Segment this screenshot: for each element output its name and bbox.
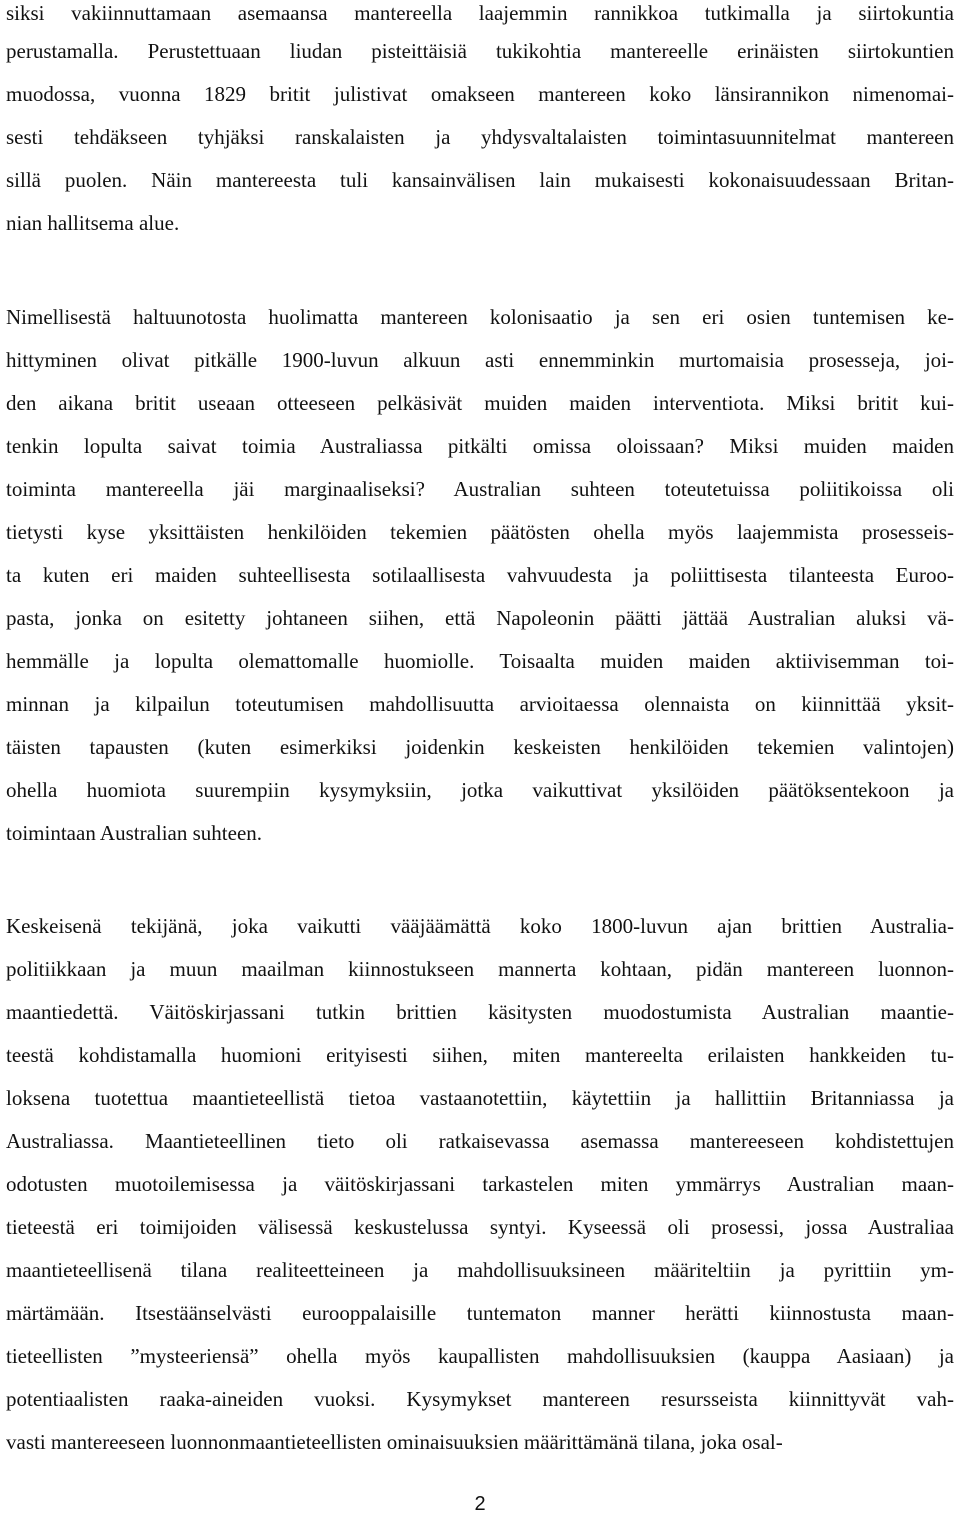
text-line: siksi vakiinnuttamaan asemaansa mantereella laajemmin rannikkoa tutkimalla ja siirtokuntia [6,1,954,25]
text-line: Australiassa. Maantieteellinen tieto oli ratkaisevassa asemassa mantereeseen kohdistettujen [6,1129,954,1153]
text-line: täisten tapausten (kuten esimerkiksi joidenkin keskeisten henkilöiden tekemien valintojen) [6,735,954,759]
paragraph-key-factor-geography [0,905,960,1464]
text-line: minnan ja kilpailun toteutumisen mahdollisuutta arvioitaessa olennaista on kiinnittää yksit- [6,692,954,716]
text-line: politiikkaan ja muun maailman kiinnostukseen mannerta kohtaan, pidän mantereen luonnon- [6,957,954,981]
text-line: sesti tehdäkseen tyhjäksi ranskalaisten ja yhdysvaltalaisten toimintasuunnitelmat mantereen [6,125,954,149]
paragraph-colonization-summary [0,0,960,245]
text-line: vasti mantereeseen luonnonmaantieteellisten ominaisuuksien määrittämänä tilana, joka osal- [6,1430,783,1454]
text-line: pasta, jonka on esitetty johtaneen siihen, että Napoleonin päätti jättää Australian aluksi vä- [6,606,954,630]
text-line: loksena tuotettua maantieteellistä tietoa vastaanotettiin, käytettiin ja hallittiin Britanniassa ja [6,1086,954,1110]
text-line: nian hallitsema alue. [6,211,180,235]
text-line: tietysti kyse yksittäisten henkilöiden tekemien päätösten ohella myös laajemmista prosesseis- [6,520,954,544]
text-line: ta kuten eri maiden suhteellisesta sotilaallisesta vahvuudesta ja poliittisesta tilanteesta Euroo- [6,563,954,587]
text-line: sillä puolen. Näin mantereesta tuli kansainvälisen lain mukaisesti kokonaisuudessaan Britan- [6,168,954,192]
text-line: Keskeisenä tekijänä, joka vaikutti vääjäämättä koko 1800-luvun ajan brittien Australia- [6,914,954,938]
page-number: 2 [474,1493,486,1515]
paragraph-nominal-takeover [0,296,960,855]
text-line: den aikana britit useaan otteeseen pelkäsivät muiden maiden interventiota. Miksi britit kui- [6,391,954,415]
text-line: maantiedettä. Väitöskirjassani tutkin brittien käsitysten muodostumista Australian maantie- [6,1000,954,1024]
text-line: maantieteellisenä tilana realiteetteineen ja mahdollisuuksineen määriteltiin ja pyrittiin ym- [6,1258,954,1282]
text-line: perustamalla. Perustettuaan liudan pisteittäisiä tukikohtia mantereelle erinäisten siirtokuntien [6,39,954,63]
text-line: tieteestä eri toimijoiden välisessä keskustelussa syntyi. Kyseessä oli prosessi, jossa Australiaa [6,1215,954,1239]
text-line: toimintaan Australian suhteen. [6,821,263,845]
text-line: teestä kohdistamalla huomioni erityisesti siihen, miten mantereelta erilaisten hankkeiden tu- [6,1043,954,1067]
text-line: Nimellisestä haltuunotosta huolimatta mantereen kolonisaatio ja sen eri osien tuntemisen ke- [6,305,954,329]
text-line: ohella huomiota suurempiin kysymyksiin, jotka vaikuttivat yksilöiden päätöksentekoon ja [6,778,954,802]
text-line: potentiaalisten raaka-aineiden vuoksi. Kysymykset mantereen resursseista kiinnittyvät vah- [6,1387,954,1411]
text-line: hittyminen olivat pitkälle 1900-luvun alkuun asti ennemminkin murtomaisia prosesseja, joi- [6,348,954,372]
text-line: toiminta mantereella jäi marginaaliseksi? Australian suhteen toteutetuissa poliitikoissa oli [6,477,954,501]
text-line: tieteellisten ”mysteeriensä” ohella myös kaupallisten mahdollisuuksien (kauppa Aasiaan) ja [6,1344,954,1368]
text-line: märtämään. Itsestäänselvästi eurooppalaisille tuntematon manner herätti kiinnostusta maan- [6,1301,954,1325]
text-line: tenkin lopulta saivat toimia Australiassa pitkälti omissa oloissaan? Miksi muiden maiden [6,434,954,458]
text-line: hemmälle ja lopulta olemattomalle huomiolle. Toisaalta muiden maiden aktiivisemman toi- [6,649,954,673]
text-line: odotusten muotoilemisessa ja väitöskirjassani tarkastelen miten ymmärrys Australian maan- [6,1172,954,1196]
text-line: muodossa, vuonna 1829 britit julistivat omakseen mantereen koko länsirannikon nimenomai- [6,82,954,106]
